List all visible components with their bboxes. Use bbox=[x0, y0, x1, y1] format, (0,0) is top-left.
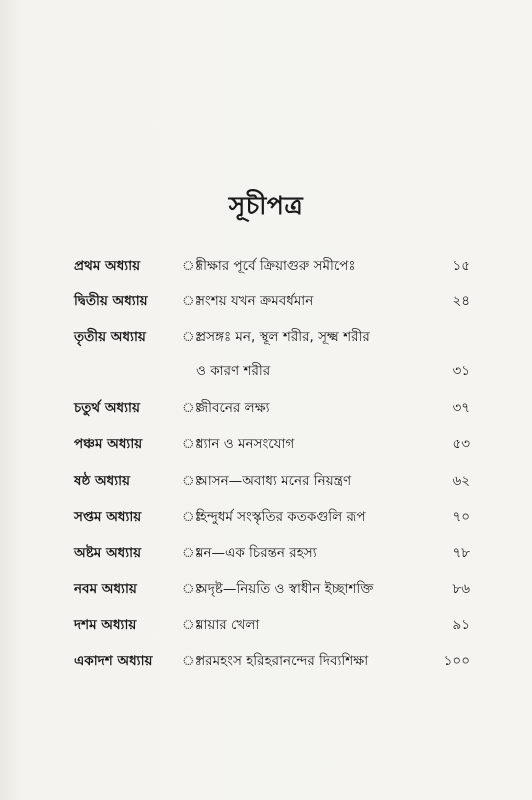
separator: ঃ bbox=[182, 258, 202, 274]
separator: ঃ bbox=[182, 293, 202, 309]
chapter-label: প্রথম অধ্যায় bbox=[74, 258, 141, 274]
toc-row bbox=[74, 436, 470, 453]
page-number: ৯১ bbox=[452, 617, 470, 633]
toc-row bbox=[74, 329, 470, 380]
chapter-label: অষ্টম অধ্যায় bbox=[74, 545, 142, 561]
chapter-label: একাদশ অধ্যায় bbox=[74, 653, 153, 669]
toc-row bbox=[74, 509, 470, 526]
chapter-title: জীবনের লক্ষ্য bbox=[196, 400, 270, 416]
page-number: ৭৮ bbox=[452, 545, 470, 561]
page-number: ৬২ bbox=[452, 473, 470, 489]
page-number: ৮৬ bbox=[452, 581, 470, 597]
separator: ঃ bbox=[182, 436, 202, 452]
toc-row bbox=[74, 653, 470, 670]
chapter-label: দশম অধ্যায় bbox=[74, 617, 137, 633]
separator: ঃ bbox=[182, 329, 202, 345]
chapter-label: চতুর্থ অধ্যায় bbox=[74, 400, 140, 416]
chapter-title: হিন্দুধর্ম সংস্কৃতির কতকগুলি রূপ bbox=[196, 509, 366, 525]
page-number: ৩৭ bbox=[452, 400, 470, 416]
separator: ঃ bbox=[182, 617, 202, 633]
chapter-title: দীক্ষার পূর্বে ক্রিয়াগুরু সমীপেঃ bbox=[196, 258, 356, 274]
page-number: ২৪ bbox=[452, 293, 470, 309]
chapter-title: অদৃষ্ট—নিয়তি ও স্বাধীন ইচ্ছাশক্তি bbox=[196, 581, 374, 597]
page-number: ৭০ bbox=[452, 509, 470, 525]
page-number: ৩১ bbox=[452, 363, 470, 379]
chapter-label: ষষ্ঠ অধ্যায় bbox=[74, 473, 130, 489]
chapter-title-continued: ও কারণ শরীর bbox=[196, 363, 271, 379]
chapter-label: তৃতীয় অধ্যায় bbox=[74, 329, 146, 345]
page-number: ৫৩ bbox=[452, 436, 470, 452]
separator: ঃ bbox=[182, 509, 202, 525]
chapter-label: নবম অধ্যায় bbox=[74, 581, 137, 597]
toc-row bbox=[74, 293, 470, 310]
chapter-label: দ্বিতীয় অধ্যায় bbox=[74, 293, 148, 309]
toc-row bbox=[74, 473, 470, 490]
separator: ঃ bbox=[182, 581, 202, 597]
chapter-title: সংশয় যখন ক্রমবর্ধমান bbox=[196, 293, 314, 309]
separator: ঃ bbox=[182, 400, 202, 416]
page-number: ১৫ bbox=[452, 258, 470, 274]
chapter-title: পরমহংস হরিহরানন্দের দিব্যশিক্ষা bbox=[196, 653, 369, 669]
chapter-title: মায়ার খেলা bbox=[196, 617, 260, 633]
page-title: সূচীপত্র bbox=[228, 191, 304, 220]
page-number: ১০০ bbox=[443, 653, 470, 669]
chapter-label: পঞ্চম অধ্যায় bbox=[74, 436, 143, 452]
table-of-contents bbox=[74, 258, 470, 670]
toc-row bbox=[74, 617, 470, 634]
separator: ঃ bbox=[182, 545, 202, 561]
chapter-title: আসন—অবাধ্য মনের নিয়ন্ত্রণ bbox=[196, 473, 352, 489]
toc-row bbox=[74, 400, 470, 417]
chapter-title: মন—এক চিরন্তন রহস্য bbox=[196, 545, 317, 561]
chapter-title: ধ্যান ও মনসংযোগ bbox=[196, 436, 295, 452]
chapter-title: প্রসঙ্গঃ মন, স্থূল শরীর, সূক্ষ্ম শরীর bbox=[196, 329, 370, 345]
chapter-label: সপ্তম অধ্যায় bbox=[74, 509, 142, 525]
toc-row bbox=[74, 545, 470, 562]
separator: ঃ bbox=[182, 653, 202, 669]
toc-row bbox=[74, 258, 470, 275]
toc-row bbox=[74, 581, 470, 598]
chapter-title-block bbox=[196, 329, 436, 380]
separator: ঃ bbox=[182, 473, 202, 489]
